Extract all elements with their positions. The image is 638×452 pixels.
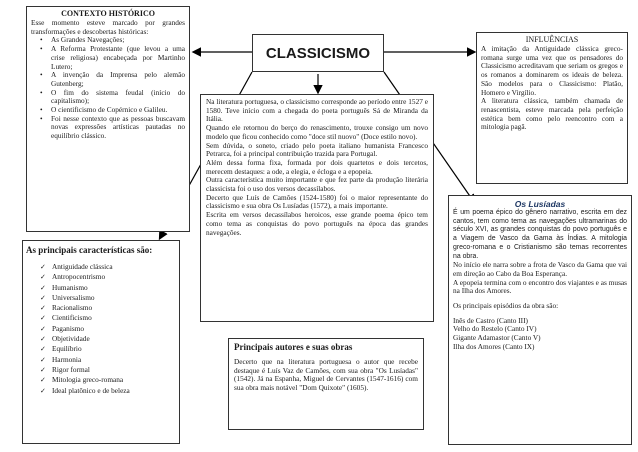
center-paragraph: Além dessa forma fixa, formada por dois quartetos e dois tercetos, merecem destaques: a ode, a elegia, e écloga e a epopeia. — [206, 157, 428, 176]
episodes-list — [453, 317, 627, 352]
center-text-box — [200, 94, 434, 322]
list-item: ✓ Harmonia — [26, 355, 176, 365]
center-paragraph: Decerto que Luís de Camões (1524-1580) foi o maior representante do classicismo e sua obra Os Lusíadas (1572), a mais importante. — [206, 192, 428, 211]
list-item: • As Grandes Navegações; — [31, 36, 185, 45]
list-item: ✓ Paganismo — [26, 324, 176, 334]
list-item: • O fim do sistema feudal (início do capitalismo); — [31, 89, 185, 106]
influencias-title: INFLUÊNCIAS — [525, 35, 579, 44]
lusiadas-p2: No início ele narra sobre a frota de Vasco da Gama que vai em direção ao Cabo da Boa Esperança. — [453, 260, 627, 278]
autores-text: Decerto que na literatura portuguesa o autor que recebe destaque é Luís Vaz de Camões, com sua obra "Os Lusíadas" (1542). Já na Espanha, Miguel de Cervantes (1547-1616) com sua obra mais notável "Dom Quixote" (1605). — [234, 357, 418, 393]
lusiadas-p4: Os principais episódios da obra são: — [453, 301, 559, 311]
autores-title: Principais autores e suas obras — [234, 342, 353, 352]
list-item: ✓ Antiguidade clássica — [26, 262, 176, 272]
autores-box — [228, 338, 424, 430]
caracteristicas-list — [26, 262, 176, 396]
page-title: CLASSICISMO — [265, 44, 371, 62]
list-item: ✓ Objetividade — [26, 334, 176, 344]
lusiadas-title: Os Lusíadas — [514, 199, 566, 209]
lusiadas-box — [448, 195, 632, 445]
contexto-historico-box — [26, 6, 190, 232]
list-item: Gigante Adamastor (Canto V) — [453, 333, 541, 343]
lusiadas-p1: É um poema épico do gênero narrativo, escrita em dez cantos, tem como tema as navegações ultramarinas do século XVI, as grandes conquistas do povo português e a Viagem de Vasco da Gama às Índias. A mitologia greco-romana e o Cristianismo são temas recorrentes na obra. — [453, 209, 627, 260]
list-item: ✓ Rigor formal — [26, 365, 176, 375]
center-paragraph: Escrita em versos decassílabos heroicos, esse grande poema épico tem como tema as conquistas do povo português na época das grandes navegações. — [206, 210, 428, 237]
list-item: ✓ Ideal platônico e de beleza — [26, 386, 176, 396]
list-item: Velho do Restelo (Canto IV) — [453, 324, 537, 334]
influencias-box — [476, 32, 628, 184]
list-item: • Foi nesse contexto que as pessoas buscavam novas expressões artísticas pautadas no equilíbrio clássico. — [31, 115, 185, 141]
list-item: ✓ Cientificismo — [26, 313, 176, 323]
influencias-text: A imitação da Antiguidade clássica greco-romana surge uma vez que os pensadores do Classicismo acreditavam que seriam os gregos e os romanos a dominarem os ideais de beleza. São modelos para o Classicismo: Platão, Homero e Virgílio. — [481, 44, 623, 97]
lusiadas-p3: A epopeia termina com o encontro dos viajantes e as musas na Ilha dos Amores. — [453, 277, 627, 296]
center-paragraph: Na literatura portuguesa, o classicismo corresponde ao período entre 1527 e 1580. Teve início com a chegada do poeta português Sá de Miranda da Itália. — [206, 97, 428, 124]
contexto-intro: Esse momento esteve marcado por grandes transformações e descobertas históricas: — [31, 18, 185, 36]
list-item: ✓ Antropocentrismo — [26, 272, 176, 282]
contexto-title: CONTEXTO HISTÓRICO — [61, 9, 155, 18]
list-item: ✓ Equilíbrio — [26, 344, 176, 354]
caracteristicas-title: As principais características são: — [26, 245, 153, 255]
center-paragraph: Sem dúvida, o soneto, criado pelo poeta italiano humanista Francesco Petrarca, foi a principal contribuição trazida para Portugal. — [206, 140, 428, 159]
list-item: • A invenção da Imprensa pelo alemão Gutenberg; — [31, 71, 185, 88]
list-item: ✓ Racionalismo — [26, 303, 176, 313]
influencias-text-2: A literatura clássica, também chamada de renascentista, esteve marcada pela perfeição estética bem como pelo reencontro com a mitologia pagã. — [481, 96, 623, 132]
list-item: • A Reforma Protestante (que levou a uma crise religiosa) encabeçada por Martinho Lutero; — [31, 45, 185, 71]
list-item: • O cientificismo de Copérnico e Galileu. — [31, 106, 185, 115]
list-item: Inês de Castro (Canto III) — [453, 315, 528, 325]
list-item: ✓ Universalismo — [26, 293, 176, 303]
list-item: Ilha dos Amores (Canto IX) — [453, 341, 535, 351]
center-paragraph: Quando ele retornou do berço do renascimento, trouxe consigo um novo modelo que ficou conhecido como "doce stil nuovo" (Doce estilo novo). — [206, 123, 428, 141]
center-title-box — [252, 34, 384, 72]
center-paragraph: Outra característica muito importante e que fez parte da produção literária classicista foi o uso dos versos decassílabos. — [206, 175, 428, 194]
list-item: ✓ Humanismo — [26, 283, 176, 293]
contexto-list — [31, 36, 185, 140]
list-item: ✓ Mitologia greco-romana — [26, 375, 176, 385]
caracteristicas-box — [22, 240, 180, 444]
